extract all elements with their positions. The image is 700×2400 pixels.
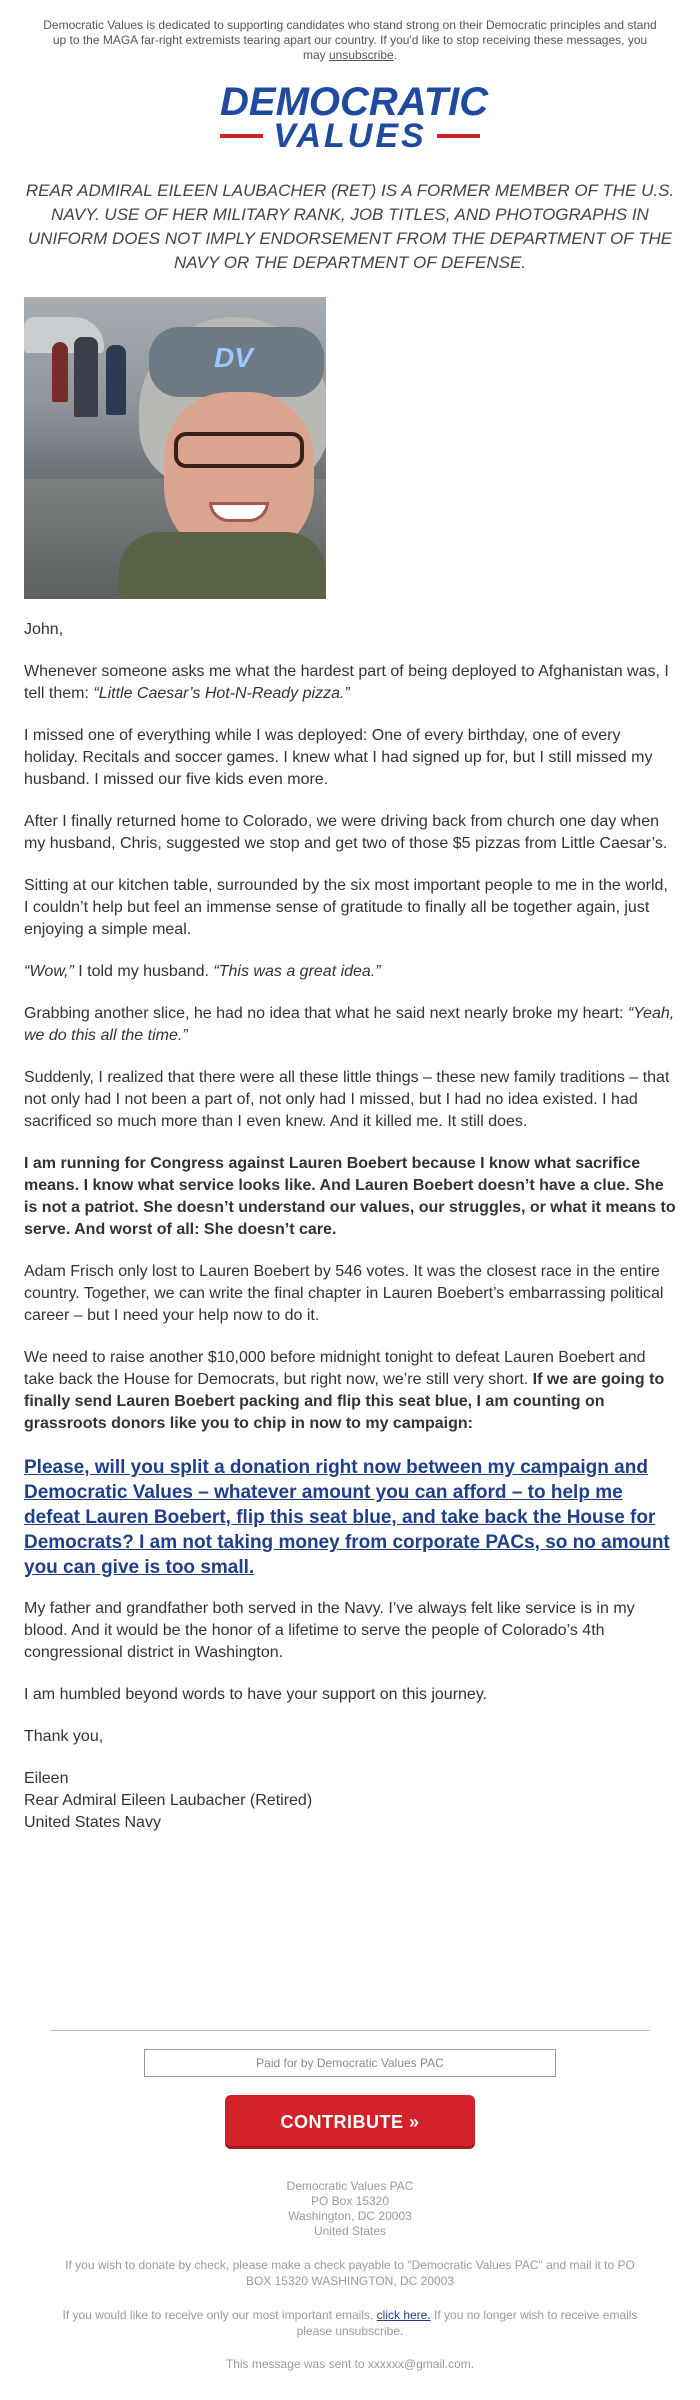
paragraph-5-quote-b: “This was a great idea.” (213, 963, 381, 980)
paragraph-1-text: Whenever someone asks me what the hardest part of being deployed to Afghanistan was, I tell them: (24, 663, 669, 702)
photo-goggle-text: DV (214, 342, 253, 373)
signature-title: Rear Admiral Eileen Laubacher (Retired) (24, 1792, 313, 1809)
logo-line2-row (220, 119, 480, 153)
paragraph-10 (24, 1347, 676, 1435)
address-line: Washington, DC 20003 (288, 2209, 412, 2223)
paragraph-10-bold: If we are going to finally send Lauren Boebert packing and flip this seat blue, I am counting on grassroots donors like you to chip in now to my campaign: (24, 1371, 665, 1432)
photo-jacket (119, 532, 326, 599)
paragraph-1-quote: “Little Caesar’s Hot-N-Ready pizza.” (93, 685, 350, 702)
paragraph-2: I missed one of everything while I was deployed: One of every birthday, one of every holiday. Recitals and soccer games. I knew what I had signed up for, but I still missed my husband. I missed our five kids even more. (24, 727, 653, 788)
logo-line1: DEMOCRATIC (220, 80, 489, 124)
address-line: United States (313, 2224, 387, 2238)
letter-body (24, 619, 676, 1834)
paragraph-5-quote-a: “Wow,” (24, 963, 74, 980)
paragraph-6-text: Grabbing another slice, he had no idea that what he said next nearly broke my heart: (24, 1005, 628, 1022)
donation-ask-link[interactable]: Please, will you split a donation right now between my campaign and Democratic Values – whatever amount you can afford – to help me defeat Lauren Boebert, flip this seat blue, and take back the House for Democrats? I am not taking money from corporate PACs, so no amount you can give is too small. (24, 1457, 670, 1578)
photo-bystander (52, 342, 68, 402)
contribute-button[interactable]: CONTRIBUTE » (225, 2095, 475, 2149)
paragraph-10-text: We need to raise another $10,000 before midnight tonight to defeat Lauren Boebert and take back the House for Democrats, but right now, we’re still very short. (24, 1349, 646, 1388)
paragraph-6-quote: “Yeah, we do this all the time.” (24, 1005, 675, 1044)
paragraph-8: I am running for Congress against Lauren Boebert because I know what sacrifice means. I know what service looks like. And Lauren Boebert doesn’t have a clue. She is not a patriot. She doesn’t understand our values, our struggles, or what it means to serve. And worst of all: She doesn’t care. (24, 1155, 676, 1238)
candidate-photo (24, 297, 326, 599)
signature (24, 1768, 676, 1834)
unsubscribe-link[interactable]: unsubscribe (328, 48, 394, 62)
check-donation-note: If you wish to donate by check, please make a check payable to "Democratic Values PAC" and mail it to PO BOX 15320 WASHINGTON, DC 20003 (65, 2258, 635, 2288)
disclaimer: REAR ADMIRAL EILEEN LAUBACHER (RET) IS A FORMER MEMBER OF THE U.S. NAVY. USE OF HER MILITARY RANK, JOB TITLES, AND PHOTOGRAPHS IN UNIFORM DOES NOT IMPLY ENDORSEMENT FROM THE DEPARTMENT OF THE NAVY OR THE DEPARTMENT OF DEFENSE. (25, 181, 675, 272)
address-line: PO Box 15320 (310, 2194, 390, 2208)
democratic-values-logo (220, 80, 489, 155)
paragraph-7: Suddenly, I realized that there were all these little things – these new family traditions – that not only had I not been a part of, not only had I missed, but I had no idea existed. I had sacrificed so much more than I even knew. And it killed me. It still does. (24, 1069, 670, 1130)
paragraph-1 (24, 661, 676, 705)
click-here-link[interactable]: click here. (376, 2308, 431, 2322)
notice-suffix: . (393, 48, 398, 62)
logo-left-bar (220, 134, 263, 138)
paragraph-3: After I finally returned home to Colorado, we were driving back from church one day when my husband, Chris, suggested we stop and get two of those $5 pizzas from Little Caesar’s. (24, 813, 668, 852)
address-line: Democratic Values PAC (286, 2179, 414, 2193)
email-preferences (60, 2307, 640, 2339)
footer (0, 2030, 700, 2371)
notice-text: Democratic Values is dedicated to supporting candidates who stand strong on their Democratic principles and stand up to the MAGA far-right extremists tearing apart our country. If you'd like to stop receiving these messages, you may (43, 18, 657, 62)
paragraph-5 (24, 961, 676, 983)
paragraph-5-text: I told my husband. (73, 963, 214, 980)
top-notice (0, 0, 700, 63)
mailing-address (0, 2179, 700, 2239)
signature-name: Eileen (24, 1770, 69, 1787)
logo-right-bar (437, 134, 480, 138)
footer-divider (50, 2030, 650, 2031)
email-pref-text: If you would like to receive only our most important emails, (62, 2308, 377, 2322)
paragraph-9: Adam Frisch only lost to Lauren Boebert by 546 votes. It was the closest race in the entire country. Together, we can write the final chapter in Lauren Boebert’s embarrassing political career – but I need your help now to do it. (24, 1263, 664, 1324)
thanks: Thank you, (24, 1728, 104, 1745)
paragraph-12: I am humbled beyond words to have your support on this journey. (24, 1686, 488, 1703)
paid-for-disclaimer: Paid for by Democratic Values PAC (144, 2049, 556, 2077)
logo-line2: VALUES (273, 117, 427, 155)
photo-glasses (174, 432, 304, 468)
signature-org: United States Navy (24, 1814, 161, 1831)
greeting: John, (24, 621, 64, 638)
email-pref-suffix: If you no longer wish to receive emails please unsubscribe. (296, 2308, 638, 2338)
paragraph-11: My father and grandfather both served in the Navy. I’ve always felt like service is in my blood. And it would be the honor of a lifetime to serve the people of Colorado’s 4th congressional district in Washington. (24, 1600, 635, 1661)
paragraph-4: Sitting at our kitchen table, surrounded by the six most important people to me in the world, I couldn’t help but feel an immense sense of gratitude to finally all be together again, just enjoying a simple meal. (24, 877, 668, 938)
paragraph-6 (24, 1003, 676, 1047)
photo-bystander (106, 345, 126, 415)
sent-to-notice: This message was sent to xxxxxx@gmail.com. (225, 2357, 475, 2371)
photo-bystander (74, 337, 98, 417)
